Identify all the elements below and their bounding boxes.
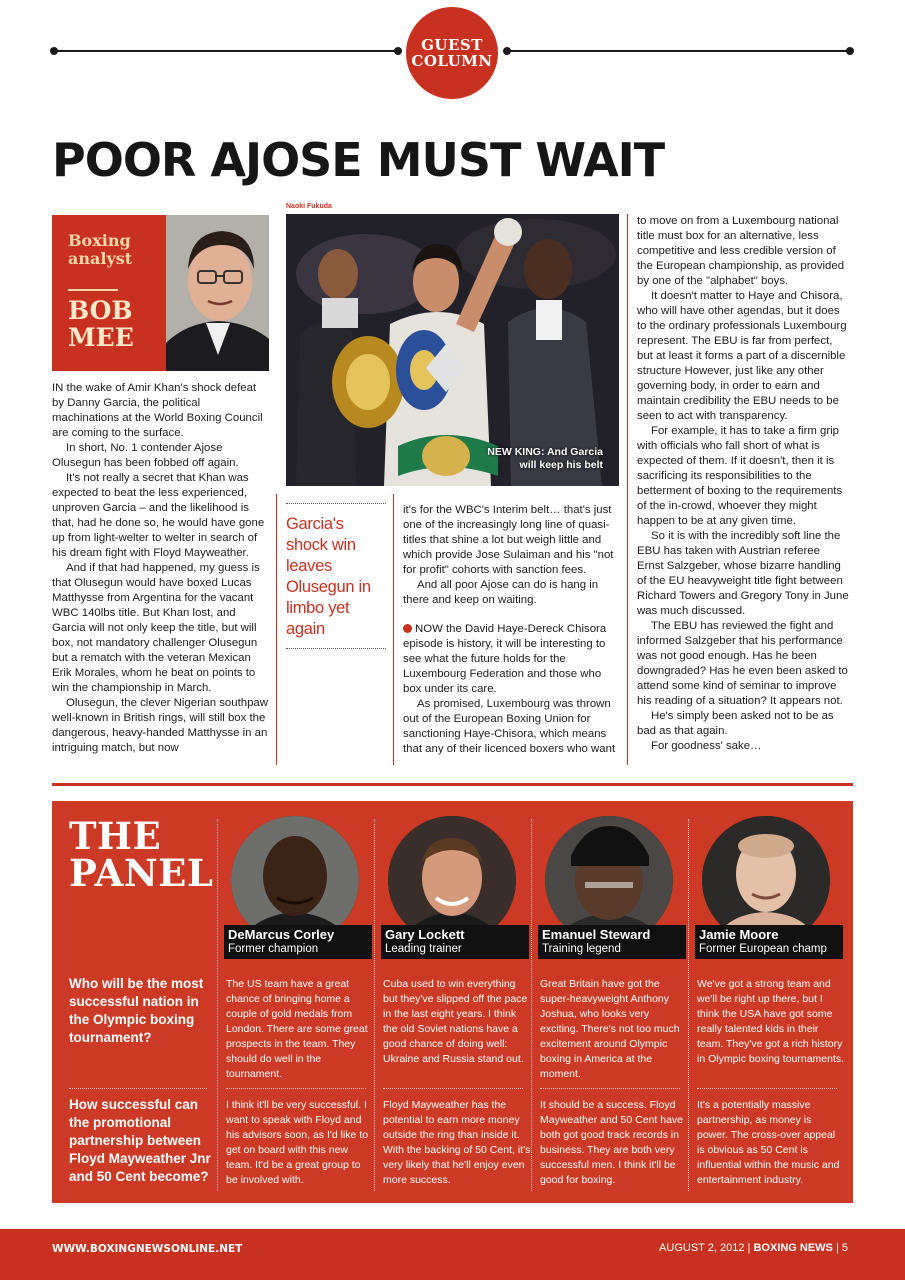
panelist-nametag <box>695 925 843 959</box>
panelist-name: Jamie Moore <box>699 927 779 942</box>
paragraph: Olusegun, the clever Nigerian southpaw well-known in British rings, will still box the dangerous, heavy-handed Matthysse in an intriguing match, but now <box>52 697 268 754</box>
badge-line2: COLUMN <box>411 52 493 70</box>
pull-quote-rule <box>286 648 386 649</box>
author-box <box>52 215 269 371</box>
author-portrait <box>166 215 269 371</box>
paragraph: For goodness' sake… <box>651 740 762 752</box>
section-separator <box>52 783 853 786</box>
panel-row-divider <box>383 1088 523 1089</box>
bullet-dot-icon <box>403 624 412 633</box>
panel-question: How successful can the promotional partnership between Floyd Mayweather Jnr and 50 Cent become? <box>69 1097 211 1184</box>
panelist-role: Leading trainer <box>385 943 462 955</box>
paragraph: It's not really a secret that Khan was expected to beat the less experienced, unproven Garcia – and the likelihood is that, had he done so, he would have gone up from light-welter to welter in search of his dream fight with Floyd Mayweather. <box>52 472 265 559</box>
pull-quote-text: Garcia's shock win leaves Olusegun in limbo yet again <box>286 515 371 638</box>
panel-column-divider <box>688 819 689 1191</box>
guest-column-badge <box>406 7 498 99</box>
bullet-paragraph: NOW the David Haye-Dereck Chisora episode is history, it will be interesting to see what the future holds for the Luxembourg Federation and those who box under its care. <box>403 623 607 695</box>
header-rule-left <box>52 50 400 52</box>
page-number: 5 <box>841 1242 848 1254</box>
panelist-role: Former European champ <box>699 943 827 955</box>
panel-column-divider <box>217 819 218 1191</box>
header-rule-right <box>505 50 852 52</box>
website-link[interactable]: WWW.BOXINGNEWSONLINE.NET <box>52 1243 243 1255</box>
photo-credit: Naoki Fukuda <box>286 203 332 210</box>
paragraph: For example, it has to take a firm grip with officials who fall short of what is expected of them. If it doesn't, then it is sacrificing its responsibilities to the betterment of boxing to the requirements of the in-crowd, whoever they might happen to be at any given time. <box>637 425 843 527</box>
author-name: BOB MEE <box>68 296 134 352</box>
panel-column-divider <box>374 819 375 1191</box>
panel-row-divider <box>540 1088 680 1089</box>
paragraph: He's simply been asked not to be as bad as that again. <box>637 710 834 737</box>
panelist-name: Emanuel Steward <box>542 927 651 942</box>
paragraph: So it is with the incredibly soft line the EBU has taken with Austrian referee Ernst Salzgeber, whose bizarre handling of the EU heavyweight title fight between Richard Towers and Gregory Tony in June was much discussed. <box>637 530 849 617</box>
column-divider <box>393 494 394 765</box>
article-column-4 <box>637 214 849 754</box>
panelist-nametag <box>381 925 529 959</box>
issue-date: AUGUST 2, 2012 <box>659 1242 745 1254</box>
footer-divider: | <box>747 1242 751 1254</box>
paragraph: IN the wake of Amir Khan's shock defeat by Danny Garcia, the political machinations at the World Boxing Council are coming to the surface. <box>52 382 263 439</box>
photo-caption: NEW KING: And Garcia will keep his belt <box>487 446 603 471</box>
panel-row-divider <box>226 1088 366 1089</box>
panel-answer: It's a potentially massive partnership, as money is power. The cross-over appeal is obvious as 50 Cent is influential within the music and entertainment industry. <box>697 1099 840 1186</box>
pull-quote <box>286 503 386 649</box>
panel-answer: Cuba used to win everything but they've slipped off the pace in the last eight years. I think the old Soviet nations have a good chance of doing well: Ukraine and Russia stand out. <box>383 978 528 1065</box>
footer-divider: | <box>835 1242 839 1254</box>
panelist-role: Training legend <box>542 943 621 955</box>
author-divider <box>68 289 118 291</box>
panel-answer: Great Britain have got the super-heavyweight Anthony Joshua, who looks very exciting. There's not too much excitement around Olympic boxing in America at the moment. <box>540 978 680 1080</box>
panel-answer: The US team have a great chance of bringing home a couple of gold medals from London. There are some great prospects in the team. They should do well in the tournament. <box>226 978 368 1080</box>
paragraph: And all poor Ajose can do is hang in there and keep on waiting. <box>403 579 599 606</box>
author-label: Boxing analyst <box>68 231 133 268</box>
panel-answer: We've got a strong team and we'll be right up there, but I think the USA have got some really talented kids in their team. They've got a rich history in Olympic boxing tournaments. <box>697 978 845 1065</box>
column-divider <box>627 214 628 765</box>
article-column-1 <box>52 381 268 756</box>
panelist-name: Gary Lockett <box>385 927 465 942</box>
panelist-role: Former champion <box>228 943 319 955</box>
paragraph: In short, No. 1 contender Ajose Olusegun has been fobbed off again. <box>52 442 239 469</box>
panelist-name: DeMarcus Corley <box>228 927 335 942</box>
panel-answer: I think it'll be very successful. I want to speak with Floyd and his advisors soon, as I'd like to get on board with this new team. It'd be a great group to be involved with. <box>226 1099 369 1186</box>
article-column-3 <box>403 503 616 757</box>
paragraph: As promised, Luxembourg was thrown out of the European Boxing Union for sanctioning Haye-Chisora, which means that any of their licenced boxers who want <box>403 698 616 755</box>
paragraph: The EBU has reviewed the fight and informed Salzgeber that his performance was not good enough. Has he been downgraded? Has he even been asked to attend some kind of seminar to improve his reading of a situation? It appears not. <box>637 620 848 707</box>
page-footer <box>0 1229 905 1280</box>
paragraph: it's for the WBC's Interim belt… that's just one of the increasingly long line of quasi-titles that shine a lot but weigh little and which provide Jose Sulaiman and his "not for profit" cohorts with sanction fees. <box>403 504 614 576</box>
badge-line1: GUEST <box>421 36 483 54</box>
main-photo <box>286 214 619 486</box>
panel-answer: Floyd Mayweather has the potential to earn more money outside the ring than inside it. With the backing of 50 Cent, it's very likely that he'll enjoy even more success. <box>383 1099 531 1186</box>
paragraph: And if that had happened, my guess is that Olusegun would have boxed Lucas Matthysse from Argentina for the vacant WBC 140lbs title. But Khan lost, and Garcia will not only keep the title, but will box, not mandatory challenger Olusegun but a rematch with the veteran Mexican Erik Morales, whom he beat on points to win the championship in March. <box>52 562 260 694</box>
panel-row-divider <box>697 1088 837 1089</box>
column-divider <box>276 494 277 765</box>
panelist-nametag <box>224 925 372 959</box>
paragraph: to move on from a Luxembourg national title must box for an alternative, less competitive and less credible version of the European championship, as provided by one of the "alphabet" boys. <box>637 215 845 287</box>
the-panel <box>52 801 853 1203</box>
panel-title: THE PANEL <box>69 814 214 895</box>
panel-answer: It should be a success. Floyd Mayweather and 50 Cent have both got good track records in business. They are both very successful men. I think it'll be good for boxing. <box>540 1099 684 1186</box>
footer-issue-info <box>659 1242 848 1254</box>
panelist-nametag <box>538 925 686 959</box>
panel-row-divider <box>69 1088 207 1089</box>
publication-name: BOXING NEWS <box>753 1242 833 1254</box>
panel-column-divider <box>531 819 532 1191</box>
paragraph: It doesn't matter to Haye and Chisora, who will have other agendas, but it does to the ordinary professionals Luxembourg represent. The EBU is far from perfect, but at least it forms a part of a discernible structure However, just like any other governing body, in order to earn and maintain credibility the EBU needs to be seen to act with transparency. <box>637 290 847 422</box>
page-title: POOR AJOSE MUST WAIT <box>52 133 665 187</box>
panel-question: Who will be the most successful nation in the Olympic boxing tournament? <box>69 976 204 1045</box>
